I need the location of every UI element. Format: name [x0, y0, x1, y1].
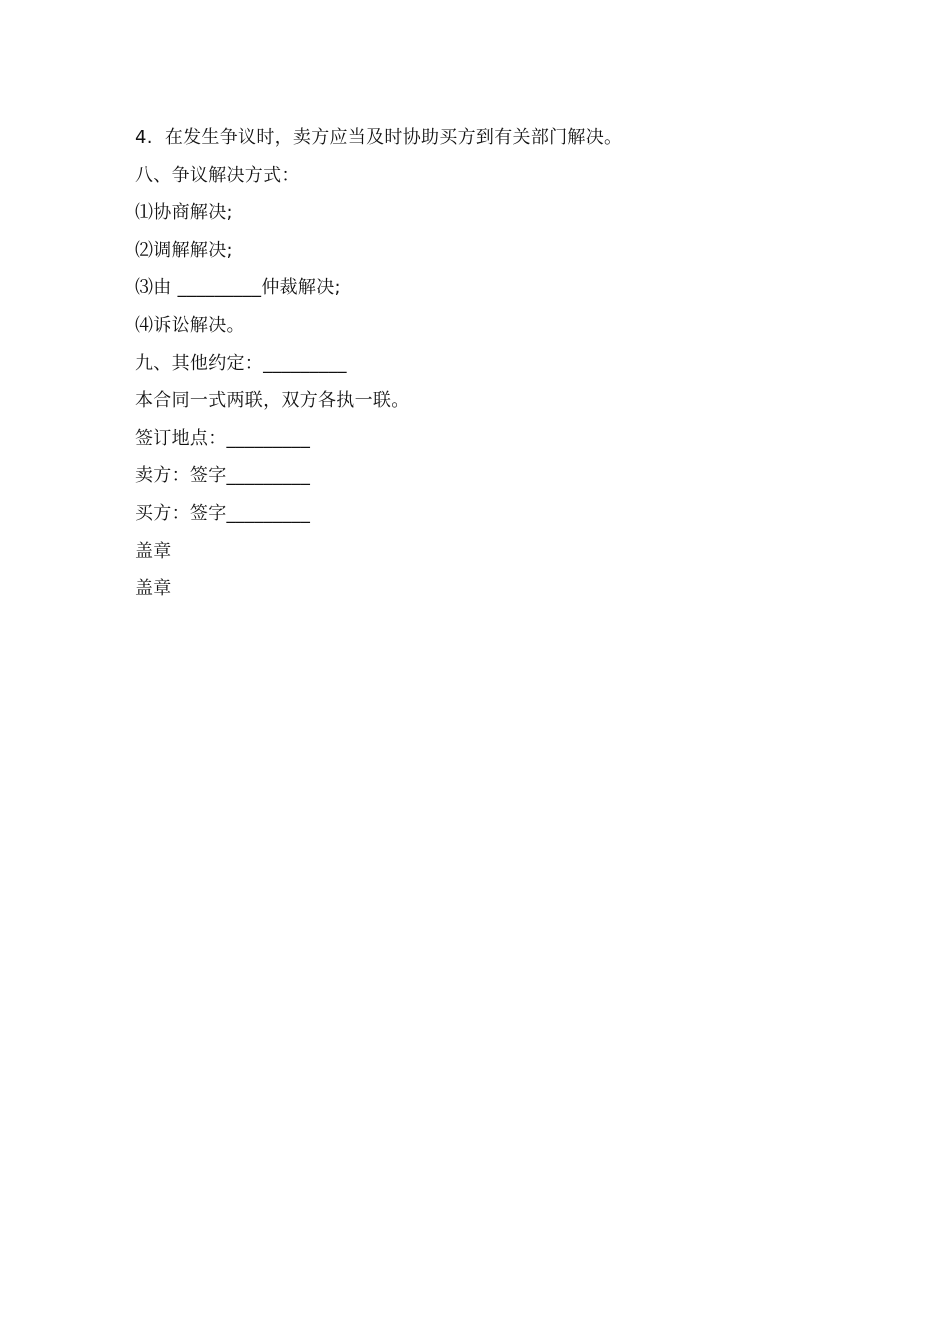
- dispute-assistance-clause: 4. 在发生争议时，卖方应当及时协助买方到有关部门解决。: [135, 127, 623, 148]
- option-negotiation: ⑴协商解决;: [135, 202, 233, 224]
- buyer-signature-line: 买方：签字_________: [135, 502, 311, 524]
- option-litigation: ⑷诉讼解决。: [135, 314, 245, 336]
- seal-label-seller: 盖章: [135, 540, 172, 562]
- section-heading-dispute-resolution: 八、争议解决方式：: [135, 164, 300, 186]
- signing-location: 签订地点：_________: [135, 427, 311, 449]
- section-heading-other-terms: 九、其他约定：_________: [135, 352, 347, 374]
- option-arbitration: ⑶由 _________仲裁解决;: [135, 277, 341, 299]
- seal-label-buyer: 盖章: [135, 578, 172, 600]
- option-mediation: ⑵调解解决;: [135, 239, 233, 261]
- copies-statement: 本合同一式两联，双方各执一联。: [135, 390, 410, 412]
- contract-body: [135, 124, 835, 613]
- seller-signature-line: 卖方：签字_________: [135, 465, 311, 487]
